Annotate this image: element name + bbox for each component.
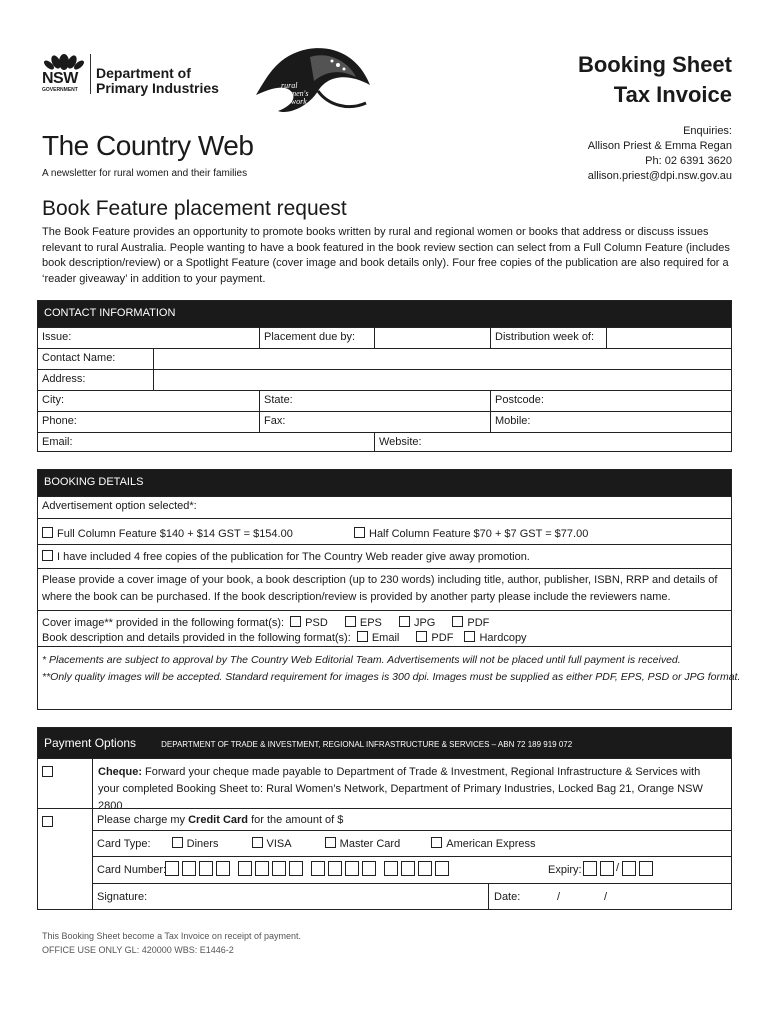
contact-row-issue [38,327,731,348]
expiry-digit-box[interactable] [600,861,614,876]
brand-title: The Country Web [42,130,254,161]
full-column-label: Full Column Feature $140 + $14 GST = $154.00 [57,528,293,540]
cheque-checkbox[interactable] [42,766,53,777]
mastercard-checkbox[interactable] [325,837,336,848]
nsw-government-logo [40,48,88,96]
payment-department: DEPARTMENT OF TRADE & INVESTMENT, REGIONAL INFRASTRUCTURE & SERVICES – ABN 72 189 919 072 [161,740,573,749]
card-digit-box[interactable] [255,861,269,876]
free-copies-label: I have included 4 free copies of the publication for The Country Web reader give away promotion. [57,551,530,563]
date-label: Date: [494,891,521,903]
distribution-week-label: Distribution week of: [495,331,595,343]
card-type-line [93,831,731,857]
expiry-boxes[interactable] [583,859,656,885]
website-label: Website: [379,436,422,448]
expiry-digit-box[interactable] [622,861,636,876]
section-heading: Book Feature placement request [42,197,347,220]
card-digit-box[interactable] [384,861,398,876]
option-choices-row [38,518,731,544]
card-digit-box[interactable] [362,861,376,876]
card-type-label: Card Type: [97,838,151,850]
footer-office-use: OFFICE USE ONLY GL: 420000 WBS: E1446-2 [42,945,234,955]
eps-label: EPS [359,617,382,629]
enquiries-label: Enquiries: [683,125,732,137]
contact-information-section [37,300,732,452]
email-format-checkbox[interactable] [357,631,368,642]
department-name [96,66,219,96]
expiry-separator: / [616,862,620,875]
department-line-2: Primary Industries [96,80,219,96]
department-line-1: Department of [96,65,191,81]
postcode-label: Postcode: [495,394,544,406]
email-label: Email: [42,436,73,448]
jpg-label: JPG [413,617,436,629]
card-number-line [93,857,731,884]
option-label: Advertisement option selected*: [42,500,197,512]
note-approval: * Placements are subject to approval by The Country Web Editorial Team. Advertisements will not be placed until full payment is received. [42,654,681,666]
credit-card-row [38,808,731,909]
contact-row-address [38,369,731,390]
visa-label: VISA [266,838,292,850]
footer [42,929,301,957]
intro-paragraph: The Book Feature provides an opportunity to promote books written by rural and regional women or books that address or discuss issues relevant to rural Australia. People wanting to have a book featured in the book review section can select from a Full Column Feature (includes book description/review) or a Spotlight Feature (cover image and book details only). Four free copies of the publication are also required for a ‘reader giveaway’ in addition to your payment. [42,226,730,285]
contact-section-header: CONTACT INFORMATION [38,301,731,327]
jpg-checkbox[interactable] [399,616,410,627]
booking-section-header: BOOKING DETAILS [38,470,731,496]
address-label: Address: [42,373,86,385]
half-column-checkbox[interactable] [354,527,365,538]
phone-label: Phone: [42,415,77,427]
credit-card-checkbox[interactable] [42,816,53,827]
nsw-logo-sub: GOVERNMENT [42,87,78,93]
distribution-week-field[interactable] [607,328,732,348]
mobile-label: Mobile: [495,415,531,427]
pdf-desc-checkbox[interactable] [416,631,427,642]
expiry-label: Expiry: [548,864,582,876]
card-digit-box[interactable] [272,861,286,876]
contact-row-phone [38,411,731,432]
card-number-boxes[interactable] [165,859,452,885]
contact-row-email [38,432,731,452]
address-field[interactable] [154,370,732,390]
hardcopy-label: Hardcopy [479,632,527,644]
diners-checkbox[interactable] [172,837,183,848]
desc-format-line [42,631,527,646]
pdf-desc-label: PDF [431,632,454,644]
partner-logo-text: rural women's network [281,81,309,106]
option-label-row [38,496,731,518]
expiry-digit-box[interactable] [639,861,653,876]
note-image-quality: **Only quality images will be accepted. Standard requirement for images is 300 dpi. Images must be supplied as either PDF, EPS, PSD or JPG format. [42,671,741,683]
state-label: State: [264,394,293,406]
free-copies-row [38,544,731,568]
signature-line [93,884,731,910]
notes-row [38,646,741,690]
fax-label: Fax: [264,415,286,427]
enquiries-block [588,124,732,184]
hardcopy-checkbox[interactable] [464,631,475,642]
card-digit-box[interactable] [435,861,449,876]
contact-row-city [38,390,731,411]
document-title [578,50,732,110]
contact-row-name [38,348,731,369]
placement-due-label: Placement due by: [264,331,356,343]
card-digit-box[interactable] [418,861,432,876]
enquiries-names: Allison Priest & Emma Regan [587,140,732,152]
format-block [38,613,531,648]
cheque-option[interactable] [38,763,61,812]
eps-checkbox[interactable] [345,616,356,627]
contact-name-field[interactable] [154,349,732,369]
issue-label: Issue: [42,331,72,343]
cheque-text: Forward your cheque made payable to Department of Trade & Investment, Regional Infrastructure & Services with your completed Booking Sheet to: Rural Women’s Network, Department of Primary Industries, Locked Bag 21, Orange NSW 2800 [98,766,703,812]
notes-block [38,649,744,692]
cover-format-line [42,616,527,631]
charge-prefix: Please charge my [97,814,189,826]
card-digit-box[interactable] [182,861,196,876]
date-separator-1: / [557,891,561,903]
card-digit-box[interactable] [289,861,303,876]
free-copies-checkbox[interactable] [42,550,53,561]
pdf-cover-checkbox[interactable] [452,616,463,627]
cover-format-label: Cover image** provided in the following format(s): [42,617,285,629]
card-number-label: Card Number: [97,864,167,876]
nsw-logo-text: NSW [42,70,78,87]
card-digit-box[interactable] [401,861,415,876]
format-row [38,610,731,646]
booking-details-section [37,469,741,710]
doc-title-line-1: Booking Sheet [577,52,732,77]
payment-title: Payment Options [44,736,137,750]
enquiries-phone: Ph: 02 6391 3620 [645,155,732,167]
mastercard-label: Master Card [339,838,401,850]
email-format-label: Email [371,632,400,644]
logo-divider [90,54,91,94]
card-digit-box[interactable] [328,861,342,876]
amex-label: American Express [446,838,536,850]
charge-line [93,809,731,831]
card-digit-box[interactable] [165,861,179,876]
card-digit-box[interactable] [238,861,252,876]
charge-text [93,811,347,832]
expiry-digit-box[interactable] [583,861,597,876]
card-type-block [93,834,540,859]
pdf-cover-label: PDF [467,617,490,629]
signature-label: Signature: [97,891,148,903]
desc-format-label: Book description and details provided in the following format(s): [42,632,351,644]
card-digit-box[interactable] [216,861,230,876]
charge-credit-card: Credit Card [188,814,249,826]
credit-card-option[interactable] [38,813,61,913]
card-digit-box[interactable] [311,861,325,876]
payment-section [37,727,732,910]
full-column-checkbox[interactable] [42,527,53,538]
enquiries-email[interactable]: allison.priest@dpi.nsw.gov.au [587,170,732,182]
charge-amount-label: for the amount of $ [248,814,344,826]
cheque-row [38,758,731,812]
city-label: City: [42,394,64,406]
cover-instructions: Please provide a cover image of your book, a book description (up to 230 words) including title, author, publisher, ISBN, RRP and details of where the book can be purchased. If the book description/review is provided by another party please include the reviewers name. [42,574,718,603]
footer-tax-invoice-note: This Booking Sheet become a Tax Invoice on receipt of payment. [42,931,301,941]
visa-checkbox[interactable] [252,837,263,848]
cover-instructions-row [38,568,731,610]
payment-section-header [38,728,731,758]
amex-checkbox[interactable] [431,837,442,848]
diners-label: Diners [186,838,219,850]
rural-womens-network-logo [248,45,374,117]
free-copies-option[interactable] [38,547,534,570]
psd-label: PSD [305,617,328,629]
card-digit-box[interactable] [345,861,359,876]
contact-name-label: Contact Name: [42,352,116,364]
brand-subtitle: A newsletter for rural women and their families [42,168,248,179]
cheque-label: Cheque: [98,766,142,778]
doc-title-line-2: Tax Invoice [613,82,732,107]
waratah-icon [40,48,88,72]
date-separator-2: / [604,891,608,903]
half-column-label: Half Column Feature $70 + $7 GST = $77.00 [369,528,589,540]
card-digit-box[interactable] [199,861,213,876]
psd-checkbox[interactable] [290,616,301,627]
cheque-instructions [94,761,714,810]
